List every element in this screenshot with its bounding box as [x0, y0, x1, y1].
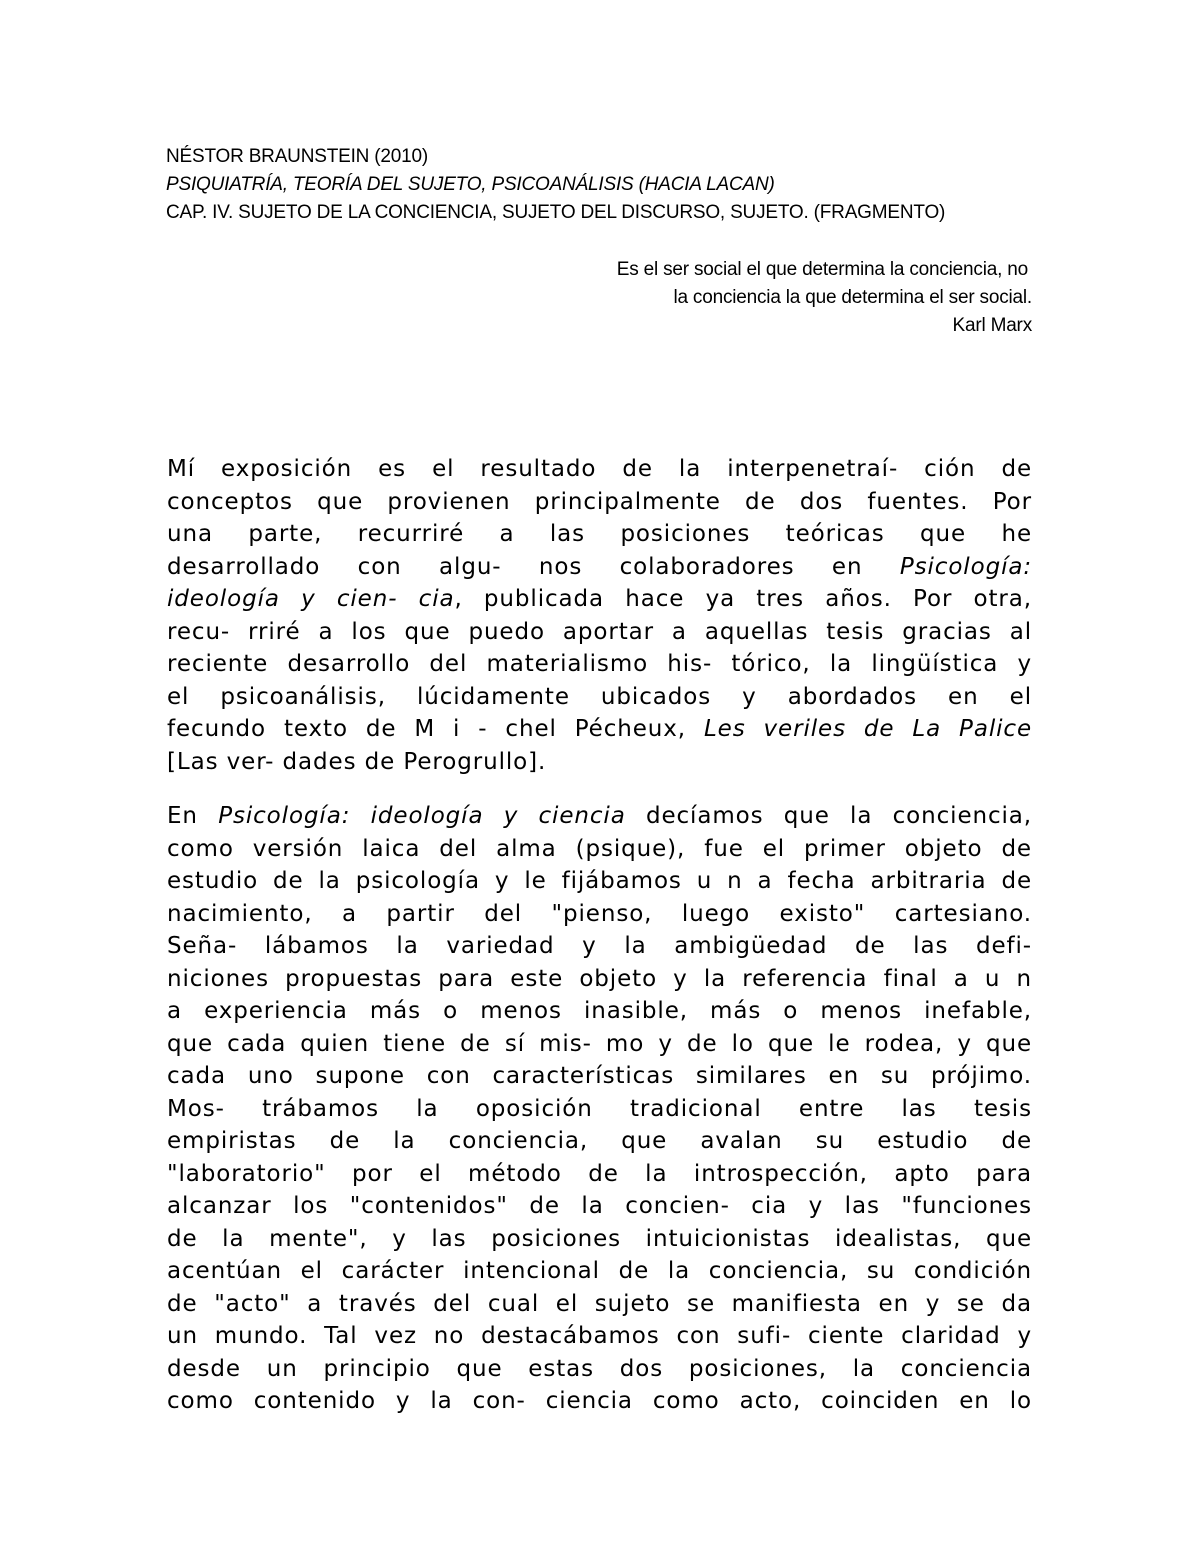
- book-reference: Psicología:: [899, 553, 1032, 580]
- text-line: a experiencia más o menos inasible, más o menos inefable,: [167, 998, 1032, 1024]
- book-reference: Psicología: ideología y ciencia: [218, 803, 626, 829]
- text-line: recu- rriré a los que puedo aportar a aquellas tesis gracias al: [167, 618, 1032, 645]
- text-line: como contenido y la con- ciencia como acto, coinciden en lo: [167, 1388, 1032, 1414]
- text-line: un mundo. Tal vez no destacábamos con sufi- ciente claridad y: [167, 1323, 1032, 1349]
- paragraph-1: [167, 453, 1032, 778]
- text-segment: En: [167, 803, 219, 829]
- epigraph-attribution: Karl Marx: [952, 315, 1032, 336]
- document-header: [166, 143, 1066, 227]
- text-line: desde un principio que estas dos posiciones, la conciencia: [167, 1355, 1032, 1382]
- book-title: PSIQUIATRÍA, TEORÍA DEL SUJETO, PSICOANÁLISIS (HACIA LACAN): [166, 174, 775, 195]
- text-line: acentúan el carácter intencional de la conciencia, su condición: [167, 1258, 1032, 1284]
- text-line: Mí exposición es el resultado de la interpenetraí- ción de: [167, 456, 1032, 482]
- text-line: [167, 800, 1032, 833]
- text-line: de la mente", y las posiciones intuicionistas idealistas, que: [167, 1225, 1032, 1252]
- chapter-line: CAP. IV. SUJETO DE LA CONCIENCIA, SUJETO DEL DISCURSO, SUJETO. (FRAGMENTO): [166, 202, 946, 223]
- text-segment: , publicada hace ya tres años. Por otra,: [454, 586, 1032, 612]
- text-line: empiristas de la conciencia, que avalan su estudio de: [167, 1128, 1032, 1154]
- text-line: niciones propuestas para este objeto y la referencia final a u n: [167, 965, 1032, 992]
- text-line: Mos- trábamos la oposición tradicional entre las tesis: [167, 1095, 1032, 1122]
- text-line: como versión laica del alma (psique), fue el primer objeto de: [167, 835, 1032, 862]
- book-reference: Les veriles de La Palice: [703, 716, 1033, 742]
- text-line: [167, 713, 1032, 746]
- paragraph-2: [167, 800, 1032, 1418]
- text-line: reciente desarrollo del materialismo his- tórico, la lingüística y: [167, 651, 1032, 677]
- text-line: una parte, recurriré a las posiciones teóricas que he: [167, 521, 1032, 547]
- text-segment: fecundo texto de M i - chel Pécheux,: [167, 716, 704, 742]
- text-line: "laboratorio" por el método de la introspección, apto para: [167, 1160, 1032, 1187]
- text-line: [167, 583, 1032, 616]
- text-line: alcanzar los "contenidos" de la concien- cia y las "funciones: [167, 1193, 1032, 1219]
- epigraph: [500, 256, 1032, 340]
- book-reference: ideología y cien- cia: [167, 586, 455, 612]
- text-line: [167, 551, 1032, 584]
- text-line: conceptos que provienen principalmente de dos fuentes. Por: [167, 488, 1032, 515]
- author-line: NÉSTOR BRAUNSTEIN (2010): [166, 146, 428, 167]
- text-line: nacimiento, a partir del "pienso, luego existo" cartesiano.: [167, 900, 1032, 927]
- text-line: cada uno supone con características similares en su prójimo.: [167, 1063, 1032, 1089]
- text-segment: desarrollado con algu- nos colaboradores en: [167, 553, 900, 580]
- text-segment: decíamos que la conciencia,: [625, 803, 1033, 829]
- text-line: de "acto" a través del cual el sujeto se manifiesta en y se da: [167, 1290, 1032, 1317]
- text-line: [Las ver- dades de Perogrullo].: [167, 748, 547, 775]
- text-line: el psicoanálisis, lúcidamente ubicados y abordados en el: [167, 683, 1032, 710]
- epigraph-line: la conciencia la que determina el ser social.: [673, 287, 1032, 308]
- epigraph-line: Es el ser social el que determina la conciencia, no: [616, 259, 1028, 280]
- text-line: estudio de la psicología y le fijábamos u n a fecha arbitraria de: [167, 868, 1032, 894]
- text-line: que cada quien tiene de sí mis- mo y de lo que le rodea, y que: [167, 1030, 1032, 1057]
- text-line: Seña- lábamos la variedad y la ambigüedad de las defi-: [167, 933, 1032, 959]
